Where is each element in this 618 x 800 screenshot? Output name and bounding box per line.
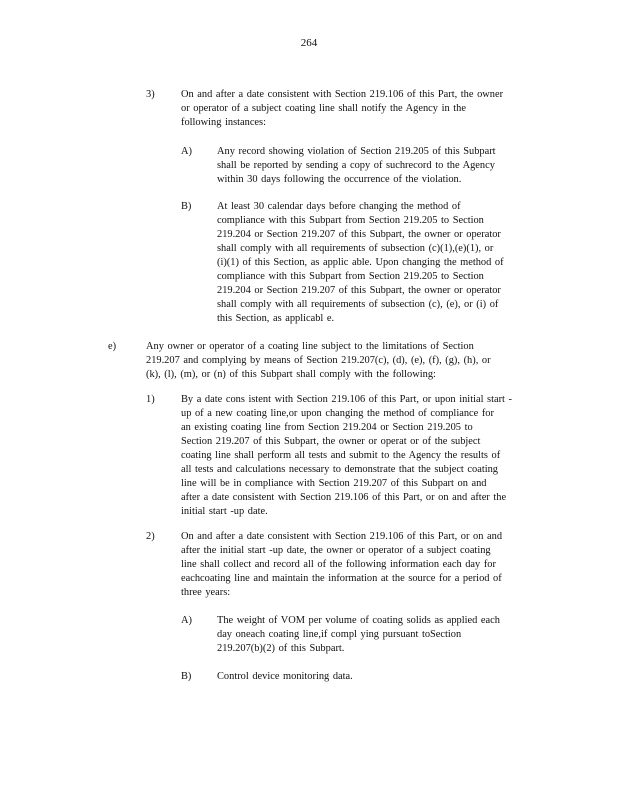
- paragraph-line: Any record showing violation of Section 219.205 of this Subpart: [217, 146, 496, 157]
- paragraph-line: 219.204 or Section 219.207 of this Subpart, the owner or operator: [217, 285, 501, 296]
- paragraph-line: line shall collect and record all of the following information each day for: [181, 559, 496, 570]
- item-label-e: e): [108, 341, 117, 352]
- item-label-1: 1): [146, 394, 155, 405]
- paragraph-line: By a date cons istent with Section 219.106 of this Part, or upon initial start -: [181, 394, 513, 405]
- item-label-3b: B): [181, 201, 192, 212]
- paragraph-line: following instances:: [181, 117, 266, 128]
- paragraph-line: within 30 days following the occurrence of the violation.: [217, 174, 462, 185]
- paragraph-line: (i)(1) of this Section, as applic able. Upon changing the method of: [217, 257, 504, 268]
- paragraph-line: 219.207 and complying by means of Section 219.207(c), (d), (e), (f), (g), (h), or: [146, 355, 491, 366]
- item-3-paragraph: [181, 88, 539, 130]
- item-2-paragraph: [181, 530, 541, 600]
- paragraph-line: all tests and calculations necessary to demonstrate that the subject coating: [181, 464, 499, 475]
- item-3b-paragraph: [217, 200, 539, 326]
- paragraph-line: Section 219.207 of this Subpart, the owner or operat or of the subject: [181, 436, 481, 447]
- paragraph-line: 219.204 or Section 219.207 of this Subpart, the owner or operator: [217, 229, 501, 240]
- paragraph-line: or operator of a subject coating line shall notify the Agency in the: [181, 103, 466, 114]
- paragraph-line: The weight of VOM per volume of coating solids as applied each: [217, 615, 500, 626]
- item-label-3: 3): [146, 89, 155, 100]
- item-2b-paragraph: [217, 670, 541, 684]
- paragraph-line: this Section, as applicabl e.: [217, 313, 335, 324]
- paragraph-line: after the initial start -up date, the owner or operator of a subject coating: [181, 545, 491, 556]
- page-number: 264: [300, 37, 318, 49]
- paragraph-line: Any owner or operator of a coating line subject to the limitations of Section: [146, 341, 474, 352]
- item-e-paragraph: [146, 340, 539, 382]
- paragraph-line: Control device monitoring data.: [217, 671, 353, 682]
- paragraph-line: (k), (l), (m), or (n) of this Subpart shall comply with the following:: [146, 369, 436, 380]
- item-3a-paragraph: [217, 145, 539, 187]
- item-2a-paragraph: [217, 614, 541, 656]
- paragraph-line: initial start -up date.: [181, 506, 268, 517]
- paragraph-line: an existing coating line from Section 219.204 or Section 219.205 to: [181, 422, 473, 433]
- paragraph-line: three years:: [181, 587, 231, 598]
- paragraph-line: 219.207(b)(2) of this Subpart.: [217, 643, 345, 654]
- paragraph-line: shall be reported by sending a copy of suchrecord to the Agency: [217, 160, 495, 171]
- item-label-2a: A): [181, 615, 192, 626]
- paragraph-line: On and after a date consistent with Section 219.106 of this Part, the owner: [181, 89, 504, 100]
- paragraph-line: up of a new coating line,or upon changing the method of compliance for: [181, 408, 494, 419]
- item-label-3a: A): [181, 146, 192, 157]
- paragraph-line: after a date consistent with Section 219.106 of this Part, or on and after the: [181, 492, 507, 503]
- paragraph-line: compliance with this Subpart from Section 219.205 to Section: [217, 271, 484, 282]
- paragraph-line: coating line shall perform all tests and submit to the Agency the results of: [181, 450, 501, 461]
- item-label-2: 2): [146, 531, 155, 542]
- paragraph-line: On and after a date consistent with Section 219.106 of this Part, or on and: [181, 531, 503, 542]
- paragraph-line: shall comply with all requirements of subsection (c), (e), or (i) of: [217, 299, 499, 310]
- paragraph-line: compliance with this Subpart from Section 219.205 to Section: [217, 215, 484, 226]
- paragraph-line: At least 30 calendar days before changing the method of: [217, 201, 461, 212]
- item-1-paragraph: [181, 393, 541, 519]
- paragraph-line: day oneach coating line,if compl ying pursuant toSection: [217, 629, 462, 640]
- paragraph-line: line will be in compliance with Section 219.207 of this Subpart on and: [181, 478, 487, 489]
- item-label-2b: B): [181, 671, 192, 682]
- paragraph-line: eachcoating line and maintain the information at the source for a period of: [181, 573, 502, 584]
- paragraph-line: shall comply with all requirements of subsection (c)(1),(e)(1), or: [217, 243, 494, 254]
